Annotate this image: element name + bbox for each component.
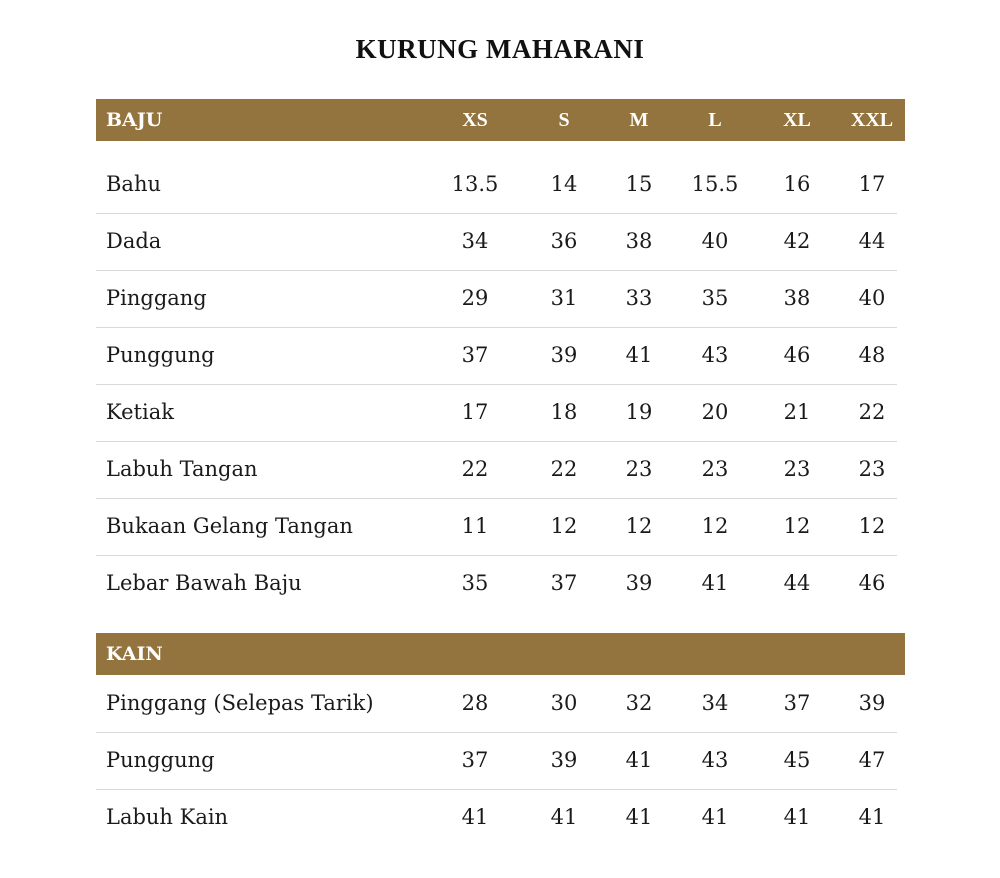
row-label: Bahu [106, 172, 162, 196]
table-row [96, 327, 897, 385]
cell-value: 40 [701, 229, 729, 253]
cell-value: 16 [783, 172, 811, 196]
cell-value: 11 [461, 514, 489, 538]
kain-header-band [96, 633, 905, 675]
cell-value: 44 [783, 571, 811, 595]
cell-value: 36 [550, 229, 578, 253]
table-row [96, 270, 897, 328]
cell-value: 20 [701, 400, 729, 424]
cell-value: 23 [701, 457, 729, 481]
cell-value: 35 [701, 286, 729, 310]
cell-value: 15.5 [691, 172, 739, 196]
cell-value: 13.5 [451, 172, 499, 196]
cell-value: 22 [550, 457, 578, 481]
size-header-xl: XL [783, 109, 811, 131]
table-row [96, 555, 897, 612]
cell-value: 41 [461, 805, 489, 829]
cell-value: 43 [701, 748, 729, 772]
cell-value: 41 [701, 571, 729, 595]
cell-value: 37 [461, 748, 489, 772]
row-label: Lebar Bawah Baju [106, 571, 302, 595]
table-row [96, 732, 897, 790]
cell-value: 21 [783, 400, 811, 424]
cell-value: 31 [550, 286, 578, 310]
row-label: Punggung [106, 343, 215, 367]
size-header-xs: XS [462, 109, 488, 131]
cell-value: 41 [783, 805, 811, 829]
size-header-l: L [708, 109, 722, 131]
cell-value: 33 [625, 286, 653, 310]
table-row [96, 441, 897, 499]
cell-value: 43 [701, 343, 729, 367]
cell-value: 41 [625, 748, 653, 772]
kain-section-label: KAIN [106, 643, 163, 665]
cell-value: 41 [625, 805, 653, 829]
cell-value: 17 [461, 400, 489, 424]
cell-value: 42 [783, 229, 811, 253]
table-row [96, 498, 897, 556]
cell-value: 23 [783, 457, 811, 481]
cell-value: 34 [461, 229, 489, 253]
page-title: KURUNG MAHARANI [355, 34, 645, 64]
cell-value: 46 [783, 343, 811, 367]
table-row [96, 213, 897, 271]
cell-value: 37 [783, 691, 811, 715]
cell-value: 18 [550, 400, 578, 424]
cell-value: 22 [461, 457, 489, 481]
cell-value: 38 [783, 286, 811, 310]
cell-value: 12 [701, 514, 729, 538]
cell-value: 41 [701, 805, 729, 829]
cell-value: 32 [625, 691, 653, 715]
cell-value: 39 [858, 691, 886, 715]
cell-value: 37 [550, 571, 578, 595]
cell-value: 23 [625, 457, 653, 481]
row-label: Pinggang [106, 286, 207, 310]
cell-value: 41 [625, 343, 653, 367]
cell-value: 15 [625, 172, 653, 196]
cell-value: 35 [461, 571, 489, 595]
cell-value: 38 [625, 229, 653, 253]
cell-value: 39 [625, 571, 653, 595]
cell-value: 23 [858, 457, 886, 481]
cell-value: 12 [858, 514, 886, 538]
baju-section-label: BAJU [106, 109, 163, 131]
table-row [96, 384, 897, 442]
row-label: Labuh Kain [106, 805, 229, 829]
cell-value: 41 [858, 805, 886, 829]
row-label: Dada [106, 229, 162, 253]
cell-value: 12 [783, 514, 811, 538]
cell-value: 47 [858, 748, 886, 772]
cell-value: 46 [858, 571, 886, 595]
size-header-xxl: XXL [850, 109, 894, 131]
cell-value: 37 [461, 343, 489, 367]
size-header-s: S [558, 109, 570, 131]
table-row [96, 675, 897, 733]
cell-value: 29 [461, 286, 489, 310]
cell-value: 40 [858, 286, 886, 310]
cell-value: 45 [783, 748, 811, 772]
baju-header-band [96, 99, 905, 141]
table-row [96, 156, 897, 214]
cell-value: 22 [858, 400, 886, 424]
cell-value: 39 [550, 748, 578, 772]
cell-value: 48 [858, 343, 886, 367]
cell-value: 17 [858, 172, 886, 196]
row-label: Labuh Tangan [106, 457, 258, 481]
cell-value: 34 [701, 691, 729, 715]
cell-value: 44 [858, 229, 886, 253]
cell-value: 28 [461, 691, 489, 715]
cell-value: 39 [550, 343, 578, 367]
cell-value: 12 [625, 514, 653, 538]
row-label: Bukaan Gelang Tangan [106, 514, 353, 538]
cell-value: 41 [550, 805, 578, 829]
cell-value: 30 [550, 691, 578, 715]
table-row [96, 789, 897, 846]
cell-value: 19 [625, 400, 653, 424]
cell-value: 14 [550, 172, 578, 196]
cell-value: 12 [550, 514, 578, 538]
size-header-m: M [629, 109, 649, 131]
row-label: Pinggang (Selepas Tarik) [106, 691, 374, 715]
row-label: Punggung [106, 748, 215, 772]
row-label: Ketiak [106, 400, 174, 424]
